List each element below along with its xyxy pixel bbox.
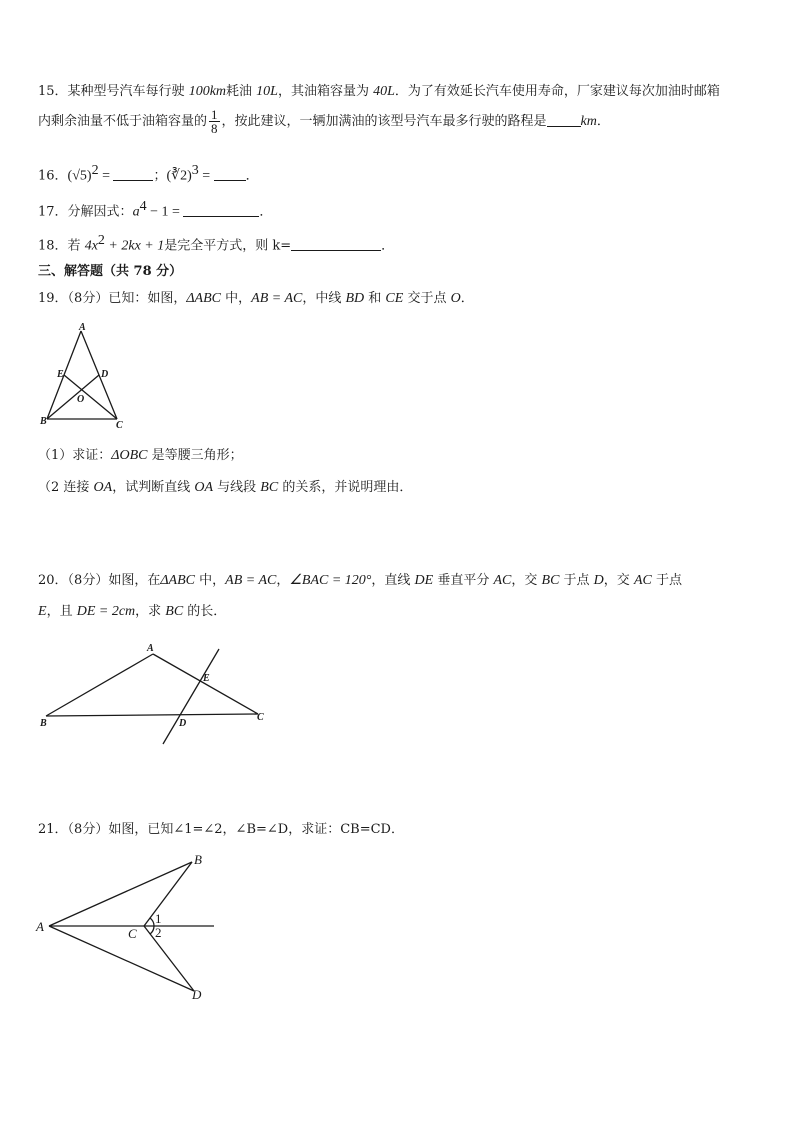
q20-text: 中， <box>195 573 226 588</box>
q17-text: ． <box>259 204 273 220</box>
q16-expr: (√5) <box>67 168 92 184</box>
q17-answer-blank[interactable] <box>183 203 259 217</box>
q19-text: 中， <box>221 291 252 306</box>
q19-part2-text: （2 连接 <box>38 480 94 495</box>
label-b: B <box>40 416 47 427</box>
q19-math: ΔABC <box>186 291 222 306</box>
label-d: D <box>192 987 202 1002</box>
segment-ab <box>49 862 192 926</box>
q18-answer-blank[interactable] <box>291 237 381 251</box>
q18-text: ． <box>381 238 395 254</box>
q19-part2-math: OA <box>194 480 214 495</box>
q20-line1 <box>38 572 682 590</box>
q20-math: DE <box>414 573 434 588</box>
q20-math: ∠BAC = 120° <box>289 573 372 588</box>
q19-text: ． <box>460 291 474 306</box>
q20-math: ΔABC <box>160 573 196 588</box>
q15-answer-blank[interactable] <box>547 113 581 127</box>
q20-text: 垂直平分 <box>433 573 494 588</box>
q15-text: 内剩余油量不低于油箱容量的 <box>38 114 208 129</box>
q19-part2-math: OA <box>93 480 113 495</box>
q20-math: E <box>38 604 47 619</box>
q15-text: ．为了有效延长汽车使用寿命，厂家建议每次加油时邮箱 <box>394 84 720 99</box>
q19-part2 <box>38 479 412 497</box>
q19-part2-text: 的关系，并说明理由． <box>278 480 413 495</box>
q15-math: 10L <box>256 84 278 99</box>
label-b: B <box>40 718 47 729</box>
q20-score: （8分） <box>67 573 109 588</box>
label-c: C <box>116 420 123 431</box>
q21-score: （8分） <box>67 822 109 837</box>
q16-expr: (∛2) <box>166 168 192 184</box>
q18-expr: + 2kx + 1 <box>104 238 165 254</box>
q19-triangle-figure <box>38 322 128 432</box>
label-a: A <box>79 322 86 333</box>
q20-text: ，求 <box>135 604 166 619</box>
q19-math: AB = AC <box>251 291 303 306</box>
q20-triangle-figure <box>36 640 276 750</box>
q16-answer-blank-1[interactable] <box>113 167 153 181</box>
q20-text: 于点 <box>651 573 682 588</box>
q19-text: 交于点 <box>403 291 451 306</box>
q19-math: O <box>450 291 461 306</box>
q19-text: 和 <box>364 291 386 306</box>
perpendicular-bisector-de <box>163 649 219 744</box>
q21-figure <box>34 850 234 1010</box>
q18-expr: 4x <box>84 238 98 254</box>
q20-line2 <box>38 603 226 621</box>
q19-line <box>38 290 474 308</box>
q18-line <box>38 232 394 255</box>
angle-2-label: 2 <box>155 925 162 940</box>
q15-math: 100km <box>188 84 227 99</box>
q19-number: 19． <box>38 291 68 306</box>
q16-line <box>38 162 259 185</box>
q20-text: 如图，在 <box>108 573 161 588</box>
q19-part1-math: ΔOBC <box>111 448 148 463</box>
q20-text: 的长． <box>183 604 227 619</box>
label-c: C <box>257 712 264 723</box>
q16-exponent: 3 <box>191 163 199 178</box>
q20-math: BC <box>541 573 560 588</box>
label-e: E <box>57 369 64 380</box>
q19-text: ，中线 <box>302 291 346 306</box>
q20-math: AC <box>493 573 512 588</box>
segment-ac <box>153 654 258 714</box>
segment-cd <box>144 926 194 991</box>
q17-expr: − 1 = <box>146 204 184 220</box>
q19-part1 <box>38 447 243 465</box>
q20-math: DE = 2cm <box>76 604 136 619</box>
q16-exponent: 2 <box>91 163 99 178</box>
q18-exponent: 2 <box>97 233 105 248</box>
q20-text: ， <box>276 573 290 588</box>
q15-text: ，其油箱容量为 <box>277 84 374 99</box>
label-a: A <box>147 643 154 654</box>
q18-number: 18． <box>38 238 68 254</box>
q19-text: 已知：如图， <box>108 291 187 306</box>
q17-number: 17． <box>38 204 68 220</box>
q16-equals: = <box>198 168 214 184</box>
segment-cb <box>144 862 192 926</box>
q19-part2-math: BC <box>260 480 279 495</box>
segment-ad <box>49 926 194 991</box>
label-c: C <box>128 926 137 941</box>
fraction-one-eighth <box>209 108 220 135</box>
q15-text: 某种型号汽车每行驶 <box>67 84 189 99</box>
q19-score: （8分） <box>67 291 109 306</box>
q15-line2 <box>38 108 610 135</box>
q19-part2-text: 与线段 <box>213 480 261 495</box>
label-b: B <box>194 852 202 867</box>
q20-math: BC <box>165 604 184 619</box>
q16-number: 16． <box>38 168 68 184</box>
q20-text: 于点 <box>559 573 594 588</box>
q15-text: ． <box>596 114 610 129</box>
angle-1-arc <box>150 918 154 926</box>
q18-text: 若 <box>67 238 85 254</box>
angle-2-arc <box>150 926 154 934</box>
angle-1-label: 1 <box>155 911 162 926</box>
q16-separator: ； <box>153 168 167 184</box>
segment-bc <box>46 714 258 716</box>
q19-part2-text: ，试判断直线 <box>112 480 195 495</box>
fraction-numerator: 1 <box>211 107 218 122</box>
q16-text: ． <box>245 168 259 184</box>
fraction-denominator: 8 <box>211 121 218 136</box>
q15-line1 <box>38 83 720 101</box>
q19-part1-text: （1）求证： <box>38 448 112 463</box>
label-a: A <box>36 919 44 934</box>
q20-math: AC <box>633 573 652 588</box>
q16-equals: = <box>98 168 114 184</box>
q17-exponent: 4 <box>139 199 147 214</box>
q20-math: D <box>593 573 604 588</box>
q21-text: 如图，已知∠1=∠2，∠B=∠D，求证：CB=CD． <box>108 822 404 837</box>
segment-ab <box>46 654 153 716</box>
q20-text: ，交 <box>603 573 634 588</box>
q20-text: ，直线 <box>371 573 415 588</box>
label-e: E <box>203 673 210 684</box>
label-d: D <box>179 718 187 729</box>
label-o: O <box>77 394 85 405</box>
q18-text: 是完全平方式，则 k= <box>164 238 292 254</box>
q15-text: ，按此建议，一辆加满油的该型号汽车最多行驶的路程是 <box>221 114 547 129</box>
q20-number: 20． <box>38 573 68 588</box>
section-heading: 三、解答题（共 78 分） <box>38 264 183 279</box>
q19-part1-text: 是等腰三角形； <box>147 448 243 463</box>
q19-math: BD <box>345 291 365 306</box>
q16-answer-blank-2[interactable] <box>214 167 246 181</box>
q17-line <box>38 198 272 221</box>
q15-text: 耗油 <box>226 84 257 99</box>
label-d: D <box>101 369 109 380</box>
q15-math: 40L <box>373 84 395 99</box>
q15-unit: km <box>580 114 597 129</box>
q15-number: 15． <box>38 84 68 99</box>
q21-line <box>38 821 404 839</box>
q20-math: AB = AC <box>225 573 277 588</box>
q17-text: 分解因式： <box>67 204 133 220</box>
q20-text: ，且 <box>46 604 77 619</box>
q20-text: ，交 <box>511 573 542 588</box>
q19-math: CE <box>385 291 404 306</box>
q21-number: 21． <box>38 822 68 837</box>
q17-expr: a <box>132 204 140 220</box>
